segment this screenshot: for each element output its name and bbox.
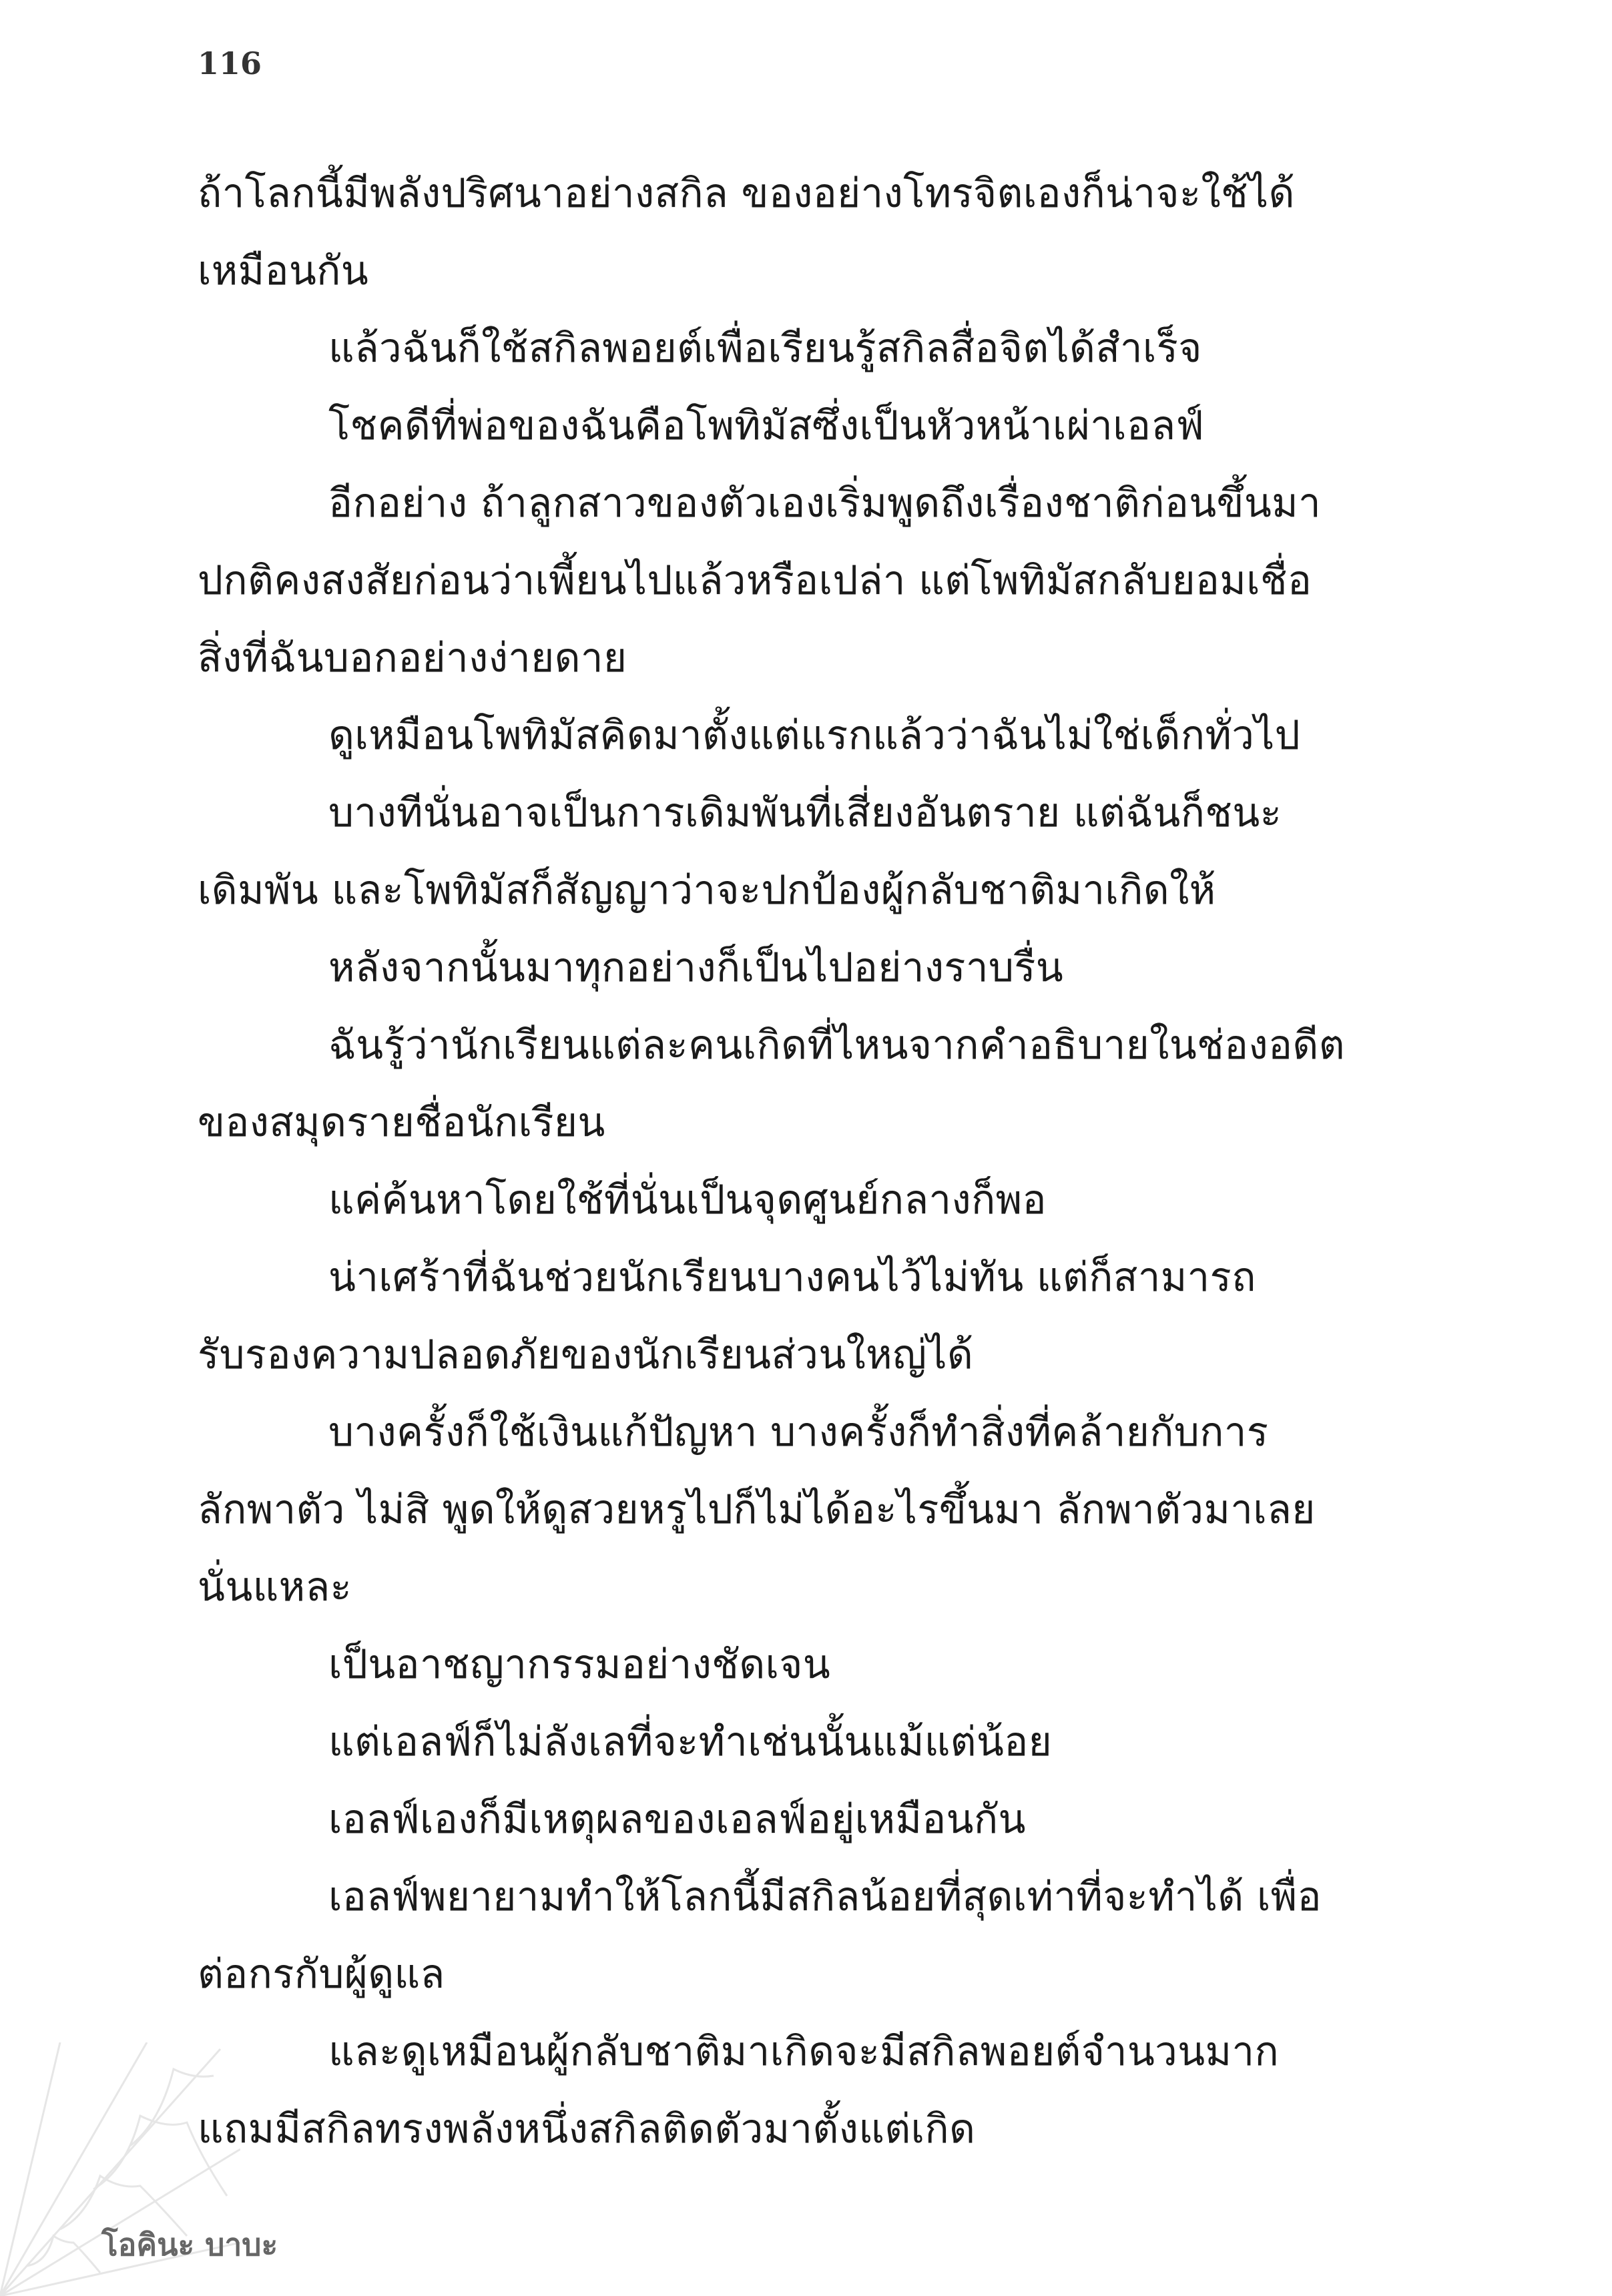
text-line: แค่ค้นหาโดยใช้ที่นั่นเป็นจุดศูนย์กลางก็พอ — [328, 1177, 1047, 1223]
text-line: ลักพาตัว ไม่สิ พูดให้ดูสวยหรูไปก็ไม่ได้อะไรขึ้นมา ลักพาตัวมาเลย — [198, 1486, 1316, 1533]
text-line: น่าเศร้าที่ฉันช่วยนักเรียนบางคนไว้ไม่ทัน แต่ก็สามารถ — [328, 1254, 1256, 1301]
text-line: เอลฟ์พยายามทำให้โลกนี้มีสกิลน้อยที่สุดเท่าที่จะทำได้ เพื่อ — [328, 1874, 1322, 1920]
text-line: ต่อกรกับผู้ดูแล — [198, 1951, 445, 1998]
text-line: ของสมุดรายชื่อนักเรียน — [198, 1099, 605, 1146]
text-line: อีกอย่าง ถ้าลูกสาวของตัวเองเริ่มพูดถึงเรื่องชาติก่อนขึ้นมา — [328, 480, 1322, 527]
text-line: เป็นอาชญากรรมอย่างชัดเจน — [328, 1641, 831, 1688]
text-line: ดูเหมือนโพทิมัสคิดมาตั้งแต่แรกแล้วว่าฉันไม่ใช่เด็กทั่วไป — [328, 712, 1301, 759]
footer-author: โอคินะ บาบะ — [101, 2227, 278, 2263]
text-line: สิ่งที่ฉันบอกอย่างง่ายดาย — [198, 635, 627, 681]
text-line: และดูเหมือนผู้กลับชาติมาเกิดจะมีสกิลพอยต์จำนวนมาก — [328, 2028, 1279, 2075]
text-line: บางทีนั่นอาจเป็นการเดิมพันที่เสี่ยงอันตราย แต่ฉันก็ชนะ — [328, 790, 1282, 836]
text-line: เหมือนกัน — [198, 248, 369, 294]
body-text — [198, 155, 1412, 2168]
text-line: ฉันรู้ว่านักเรียนแต่ละคนเกิดที่ไหนจากคำอธิบายในช่องอดีต — [328, 1022, 1345, 1069]
text-line: แล้วฉันก็ใช้สกิลพอยต์เพื่อเรียนรู้สกิลสื่อจิตได้สำเร็จ — [328, 325, 1202, 372]
text-line: โชคดีที่พ่อของฉันคือโพทิมัสซึ่งเป็นหัวหน้าเผ่าเอลฟ์ — [328, 402, 1205, 449]
text-line: นั่นแหละ — [198, 1564, 352, 1611]
text-line: ถ้าโลกนี้มีพลังปริศนาอย่างสกิล ของอย่างโทรจิตเองก็น่าจะใช้ได้ — [198, 170, 1295, 217]
text-line: บางครั้งก็ใช้เงินแก้ปัญหา บางครั้งก็ทำสิ่งที่คล้ายกับการ — [328, 1409, 1269, 1456]
text-line: รับรองความปลอดภัยของนักเรียนส่วนใหญ่ได้ — [198, 1332, 974, 1378]
text-line: หลังจากนั้นมาทุกอย่างก็เป็นไปอย่างราบรื่น — [328, 944, 1064, 991]
text-line: เอลฟ์เองก็มีเหตุผลของเอลฟ์อยู่เหมือนกัน — [328, 1796, 1026, 1843]
text-line: แต่เอลฟ์ก็ไม่ลังเลที่จะทำเช่นนั้นแม้แต่น้อย — [328, 1719, 1053, 1765]
text-line: เดิมพัน และโพทิมัสก็สัญญาว่าจะปกป้องผู้กลับชาติมาเกิดให้ — [198, 867, 1216, 914]
text-line: ปกติคงสงสัยก่อนว่าเพี้ยนไปแล้วหรือเปล่า แต่โพทิมัสกลับยอมเชื่อ — [198, 557, 1312, 604]
page-number: 116 — [198, 45, 262, 81]
text-line: แถมมีสกิลทรงพลังหนึ่งสกิลติดตัวมาตั้งแต่เกิด — [198, 2106, 976, 2152]
